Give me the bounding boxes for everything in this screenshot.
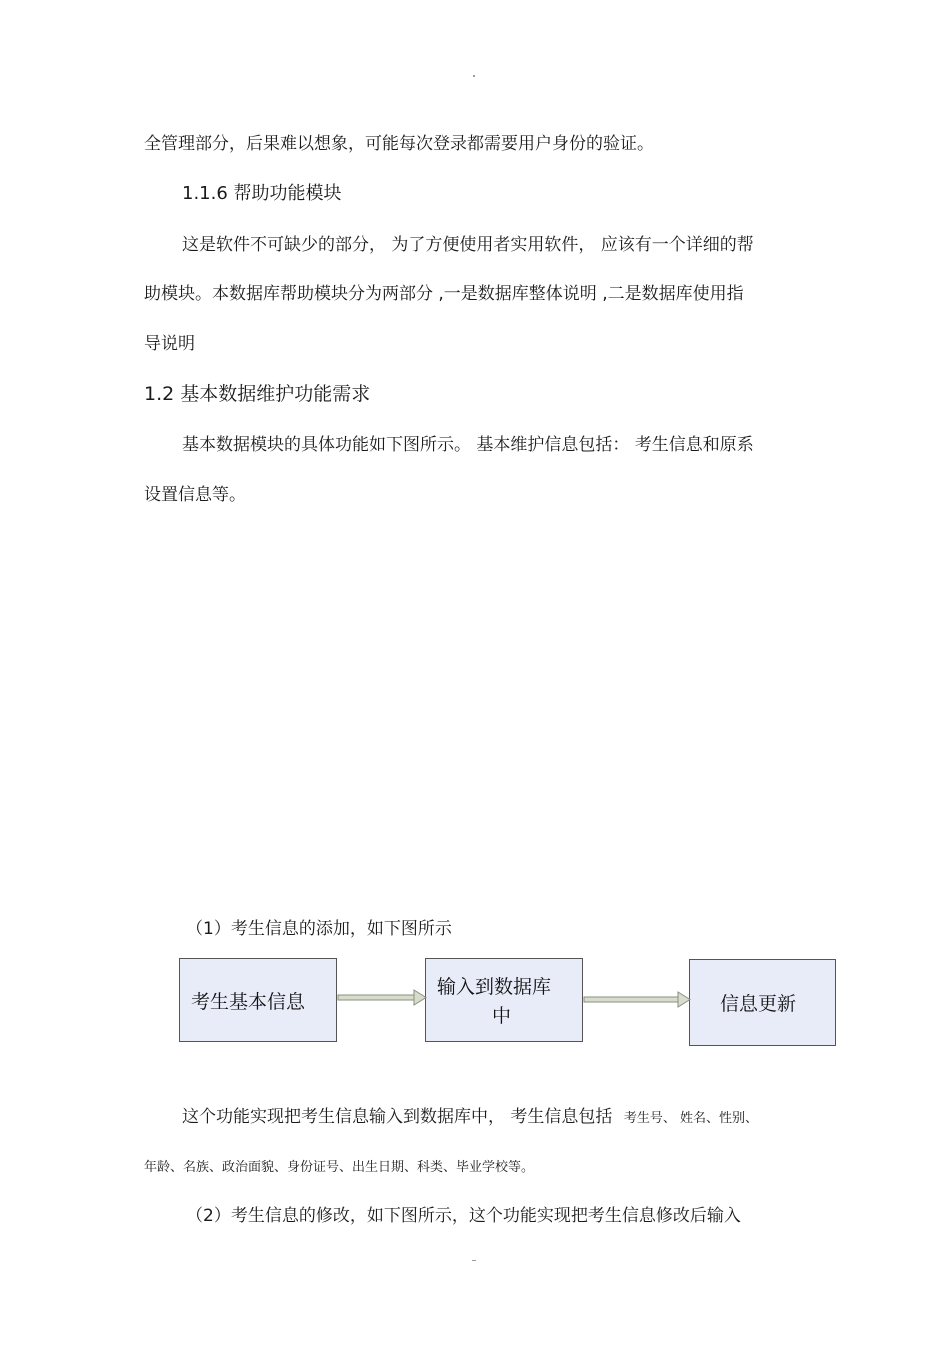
flow-box-update-label: 信息更新 — [720, 993, 797, 1015]
desc-line2: 年龄、名族、政治面貌、身份证号、出生日期、科类、毕业学校等。 — [144, 1160, 535, 1175]
desc-line1 — [182, 1106, 758, 1130]
section-12-para-line1: 基本数据模块的具体功能如下图所示。 基本维护信息包括： 考生信息和原系 — [182, 435, 754, 455]
desc-line1-small: 考生号、 姓名、性别、 — [623, 1111, 758, 1126]
flow-box-student-info-label: 考生基本信息 — [191, 991, 306, 1013]
desc-line1-main: 这个功能实现把考生信息输入到数据库中， 考生信息包括 — [182, 1107, 613, 1127]
section-116-heading: 1.1.6 帮助功能模块 — [182, 183, 342, 204]
flow-box-input-db-label-line1: 输入到数据库 — [437, 976, 552, 998]
flow-box-input-db-label-line2: 中 — [492, 1005, 512, 1027]
section-116-para-line2: 助模块。本数据库帮助模块分为两部分 ,一是数据库整体说明 ,二是数据库使用指 — [144, 284, 744, 304]
bottom-mark — [472, 1260, 476, 1261]
section-12-para-line2: 设置信息等。 — [144, 485, 246, 505]
top-line: 全管理部分，后果难以想象，可能每次登录都需要用户身份的验证。 — [144, 134, 654, 154]
item2-caption: （2）考生信息的修改，如下图所示，这个功能实现把考生信息修改后输入 — [186, 1206, 741, 1226]
section-116-para-line1: 这是软件不可缺少的部分， 为了方便使用者实用软件， 应该有一个详细的帮 — [182, 235, 754, 255]
flow-arrow-1 — [338, 990, 426, 1005]
item1-caption: （1）考生信息的添加，如下图所示 — [186, 919, 452, 939]
section-116-para-line3: 导说明 — [144, 334, 195, 354]
flow-arrow-2 — [584, 992, 690, 1007]
section-12-heading: 1.2 基本数据维护功能需求 — [144, 383, 371, 405]
